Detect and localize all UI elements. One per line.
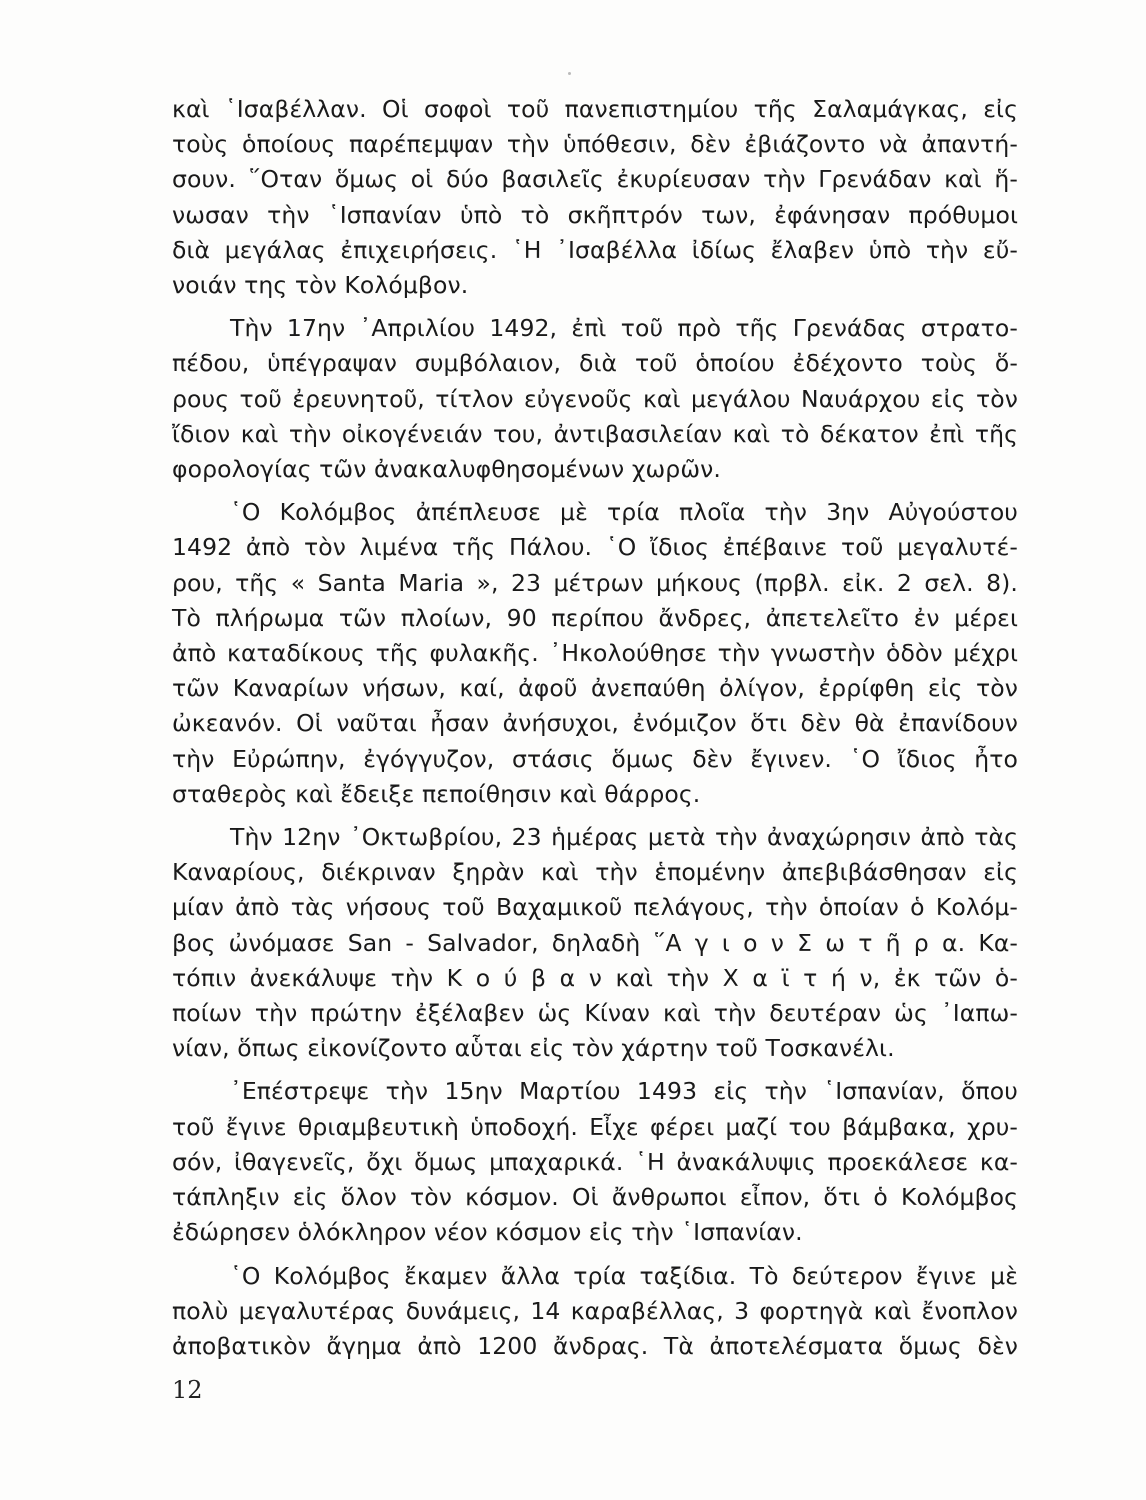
text-line: ρου, τῆς « Santa Maria », 23 μέτρων μήκους (πρβλ. εἰκ. 2 σελ. 8). [172,568,1018,597]
paragraph-6 [172,1259,1018,1365]
text-line: ἐδώρησεν ὁλόκληρον νέον κόσμον εἰς τὴν ῾Ισπανίαν. [172,1218,803,1247]
text-line: τάπληξιν εἰς ὅλον τὸν κόσμον. Οἱ ἄνθρωποι εἶπον, ὅτι ὁ Κολόμβος [172,1183,1018,1212]
text-line: 1492 ἀπὸ τὸν λιμένα τῆς Πάλου. ῾Ο ἴδιος ἐπέβαινε τοῦ μεγαλυτέ- [172,533,1018,562]
text-line: πέδου, ὑπέγραψαν συμβόλαιον, διὰ τοῦ ὁποίου ἐδέχοντο τοὺς ὅ- [172,349,1018,378]
paragraph-2 [172,311,1018,487]
text-line: Τὴν 12ην ᾿Οκτωβρίου, 23 ἡμέρας μετὰ τὴν ἀναχώρησιν ἀπὸ τὰς [230,823,1018,852]
text-line: ᾿Επέστρεψε τὴν 15ην Μαρτίου 1493 εἰς τὴν ῾Ισπανίαν, ὅπου [230,1077,1018,1106]
text-line: νοιάν της τὸν Κολόμβον. [172,271,469,300]
text-line: τὴν Εὐρώπην, ἐγόγγυζον, στάσις ὅμως δὲν ἔγινεν. ῾Ο ἴδιος ἦτο [172,744,1018,773]
text-line: βος ὠνόμασε San - Salvador, δηλαδὴ ῞Α γ ι ο ν Σ ω τ ῆ ρ α. Κα- [172,928,1018,957]
text-line: τοῦ ἔγινε θριαμβευτικὴ ὑποδοχή. Εἶχε φέρει μαζί του βάμβακα, χρυ- [172,1112,1018,1141]
page-number: 12 [172,1376,203,1404]
text-line: νίαν, ὅπως εἰκονίζοντο αὗται εἰς τὸν χάρτην τοῦ Τοσκανέλι. [172,1034,895,1063]
paragraph-4 [172,820,1018,1066]
text-line: καὶ ῾Ισαβέλλαν. Οἱ σοφοὶ τοῦ πανεπιστημίου τῆς Σαλαμάγκας, εἰς [172,95,1018,123]
paragraph-1 [172,92,1018,303]
text-line: τῶν Καναρίων νήσων, καί, ἀφοῦ ἀνεπαύθη ὀλίγον, ἐρρίφθη εἰς τὸν [172,674,1018,703]
text-line: τόπιν ἀνεκάλυψε τὴν Κ ο ύ β α ν καὶ τὴν Χ α ϊ τ ή ν, ἐκ τῶν ὁ- [172,963,1018,992]
text-line: ῾Ο Κολόμβος ἔκαμεν ἄλλα τρία ταξίδια. Τὸ δεύτερον ἔγινε μὲ [230,1261,1018,1290]
text-line: ρους τοῦ ἐρευνητοῦ, τίτλον εὐγενοῦς καὶ μεγάλου Ναυάρχου εἰς τὸν [172,384,1018,413]
text-line: τοὺς ὁποίους παρέπεμψαν τὴν ὑπόθεσιν, δὲν ἐβιάζοντο νὰ ἀπαντή- [172,130,1018,159]
text-line: μίαν ἀπὸ τὰς νήσους τοῦ Βαχαμικοῦ πελάγους, τὴν ὁποίαν ὁ Κολόμ- [172,893,1018,922]
text-line: Τὴν 17ην ᾿Απριλίου 1492, ἐπὶ τοῦ πρὸ τῆς Γρενάδας στρατο- [230,314,1018,343]
text-line: σουν. ῞Οταν ὅμως οἱ δύο βασιλεῖς ἐκυρίευσαν τὴν Γρενάδαν καὶ ἥ- [172,165,1018,194]
text-line: πολὺ μεγαλυτέρας δυνάμεις, 14 καραβέλλας, 3 φορτηγὰ καὶ ἔνοπλον [172,1296,1018,1325]
text-line: ἀποβατικὸν ἄγημα ἀπὸ 1200 ἄνδρας. Τὰ ἀποτελέσματα ὅμως δὲν [172,1331,1018,1360]
text-line: φορολογίας τῶν ἀνακαλυφθησομένων χωρῶν. [172,455,721,484]
text-line: ποίων τὴν πρώτην ἐξέλαβεν ὡς Κίναν καὶ τὴν δευτέραν ὡς ᾿Ιαπω- [172,999,1018,1028]
text-line: σόν, ἰθαγενεῖς, ὄχι ὅμως μπαχαρικά. ῾Η ἀνακάλυψις προεκάλεσε κα- [172,1147,1018,1176]
text-line: ἴδιον καὶ τὴν οἰκογένειάν του, ἀντιβασιλείαν καὶ τὸ δέκατον ἐπὶ τῆς [172,419,1018,448]
text-line: νωσαν τὴν ῾Ισπανίαν ὑπὸ τὸ σκῆπτρόν των, ἐφάνησαν πρόθυμοι [172,200,1018,229]
text-line: Τὸ πλήρωμα τῶν πλοίων, 90 περίπου ἄνδρες, ἀπετελεῖτο ἐν μέρει [172,603,1018,632]
text-line: ῾Ο Κολόμβος ἀπέπλευσε μὲ τρία πλοῖα τὴν 3ην Αὐγούστου [230,498,1018,527]
text-line: ὠκεανόν. Οἱ ναῦται ἦσαν ἀνήσυχοι, ἐνόμιζον ὅτι δὲν θὰ ἐπανίδουν [172,709,1018,738]
text-line: σταθερὸς καὶ ἔδειξε πεποίθησιν καὶ θάρρος. [172,779,701,808]
text-line: Καναρίους, διέκριναν ξηρὰν καὶ τὴν ἑπομένην ἀπεβιβάσθησαν εἰς [172,858,1018,887]
paragraph-3 [172,495,1018,812]
print-speck [568,72,571,75]
text-line: ἀπὸ καταδίκους τῆς φυλακῆς. ᾿Ηκολούθησε τὴν γνωστὴν ὁδὸν μέχρι [172,639,1018,668]
body-text [172,92,1018,1364]
text-line: διὰ μεγάλας ἐπιχειρήσεις. ῾Η ᾿Ισαβέλλα ἰδίως ἔλαβεν ὑπὸ τὴν εὔ- [172,235,1018,264]
paragraph-5 [172,1074,1018,1250]
